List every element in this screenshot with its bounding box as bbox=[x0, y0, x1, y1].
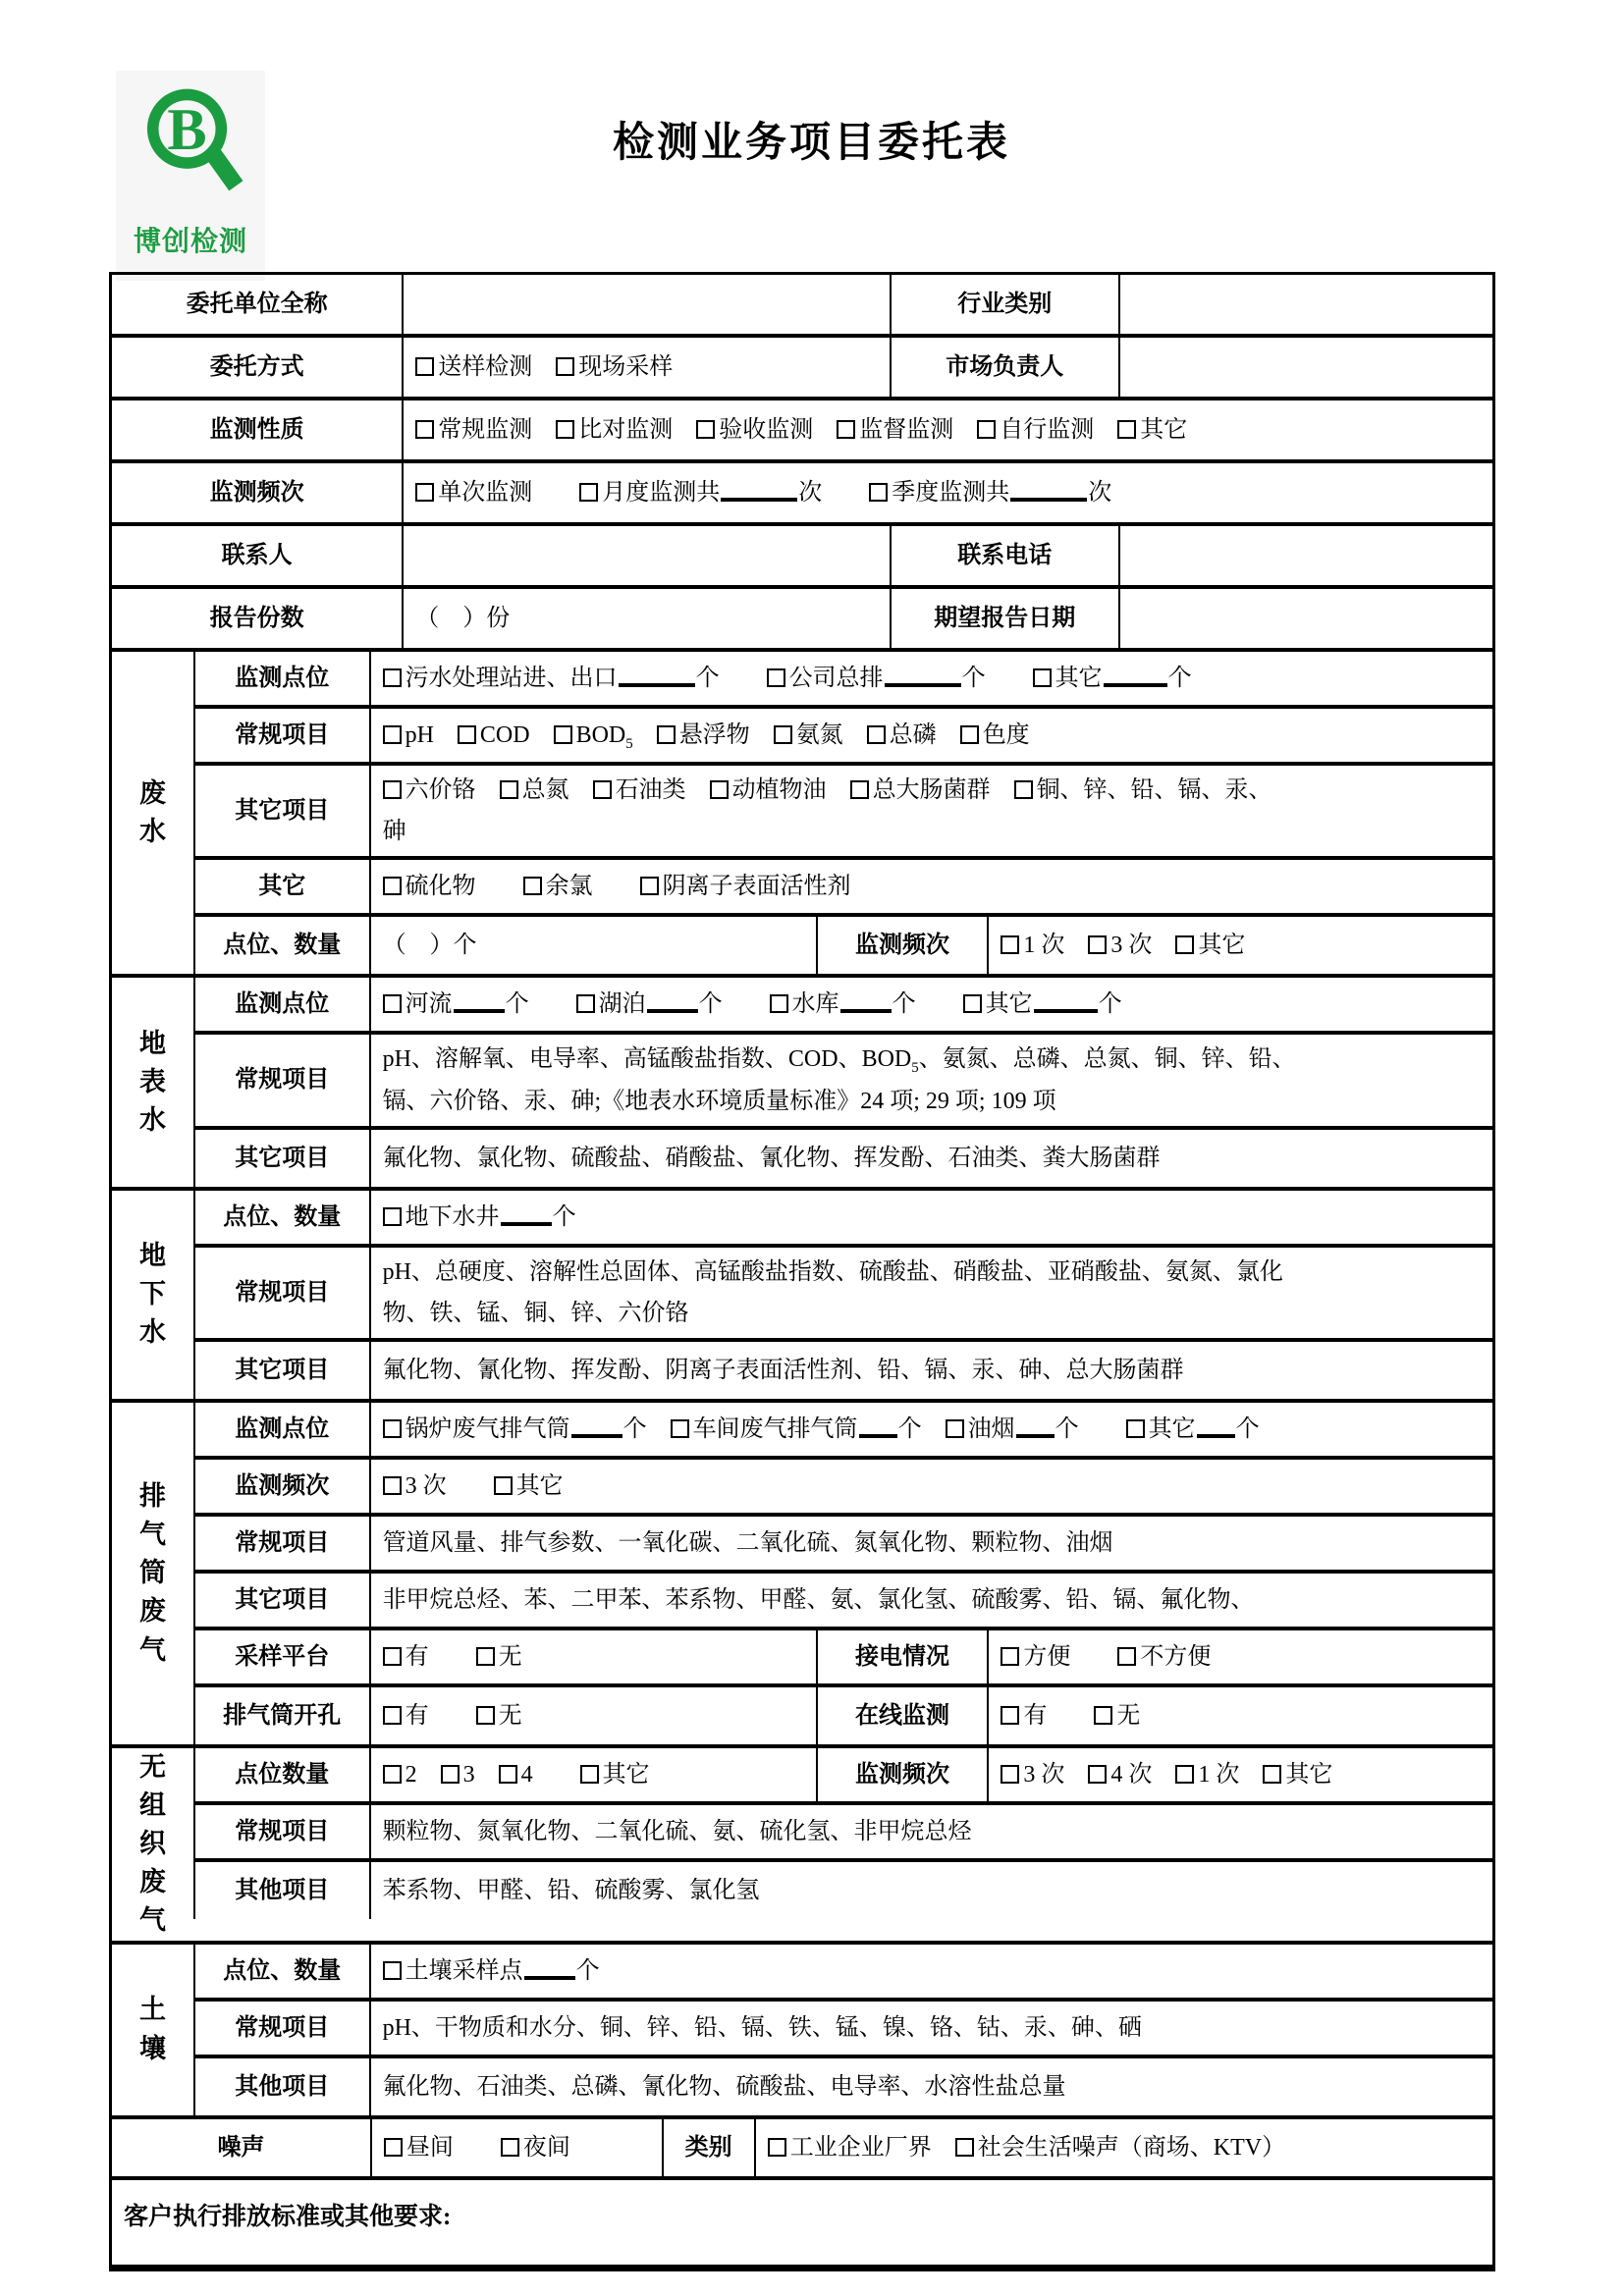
blank-field[interactable] bbox=[647, 1009, 698, 1013]
checkbox[interactable] bbox=[501, 2138, 519, 2157]
cell-text: 氟化物、氯化物、硫酸盐、硝酸盐、氰化物、挥发酚、石油类、粪大肠菌群 bbox=[382, 1145, 1161, 1171]
checkbox[interactable] bbox=[850, 780, 869, 799]
row-label: 点位、数量 bbox=[193, 1191, 369, 1244]
cell-text: 管道风量、排气参数、一氧化碳、二氧化硫、氮氧化物、颗粒物、油烟 bbox=[382, 1529, 1113, 1556]
checkbox[interactable] bbox=[867, 725, 886, 744]
form-row bbox=[112, 400, 1492, 463]
row-content bbox=[369, 1035, 1492, 1126]
cell-text: 昼间 夜间 bbox=[384, 2127, 570, 2168]
commission-form-table bbox=[109, 272, 1495, 2271]
row-label: 其它 bbox=[193, 860, 369, 913]
checkbox[interactable] bbox=[415, 420, 434, 439]
checkbox[interactable] bbox=[499, 1765, 517, 1784]
checkbox[interactable] bbox=[671, 1419, 689, 1438]
section-rows bbox=[193, 978, 1492, 1187]
section-rows bbox=[193, 652, 1492, 974]
checkbox[interactable] bbox=[383, 1476, 402, 1495]
row-label: 委托单位全称 bbox=[186, 292, 328, 317]
cell-text: 2 3 4 其它 bbox=[383, 1754, 650, 1795]
cell-text: 地下水井 个 bbox=[383, 1197, 576, 1238]
row-label: 其它项目 bbox=[193, 766, 369, 856]
form-row bbox=[193, 1460, 1492, 1517]
row-label: 接电情况 bbox=[816, 1630, 988, 1683]
checkbox[interactable] bbox=[556, 420, 574, 439]
checkbox[interactable] bbox=[383, 1765, 402, 1784]
checkbox[interactable] bbox=[523, 877, 542, 895]
checkbox[interactable] bbox=[383, 1961, 402, 1980]
section-groundwater bbox=[112, 1191, 1492, 1403]
row-label: 常规项目 bbox=[193, 1805, 369, 1858]
cell-text: 有 无 bbox=[1001, 1695, 1140, 1736]
form-row bbox=[193, 1805, 1492, 1862]
checkbox[interactable] bbox=[1094, 1706, 1112, 1725]
checkbox[interactable] bbox=[696, 420, 715, 439]
checkbox[interactable] bbox=[383, 1647, 402, 1666]
checkbox[interactable] bbox=[384, 2138, 403, 2157]
cell-text: 河流 个 湖泊 个 水库 个 其它 个 bbox=[383, 984, 1122, 1025]
checkbox[interactable] bbox=[1175, 935, 1194, 954]
checkbox[interactable] bbox=[500, 780, 518, 799]
checkbox[interactable] bbox=[1014, 780, 1033, 799]
input-cell[interactable] bbox=[1118, 338, 1492, 397]
section-label: 地 表 水 bbox=[138, 1028, 166, 1135]
row-content bbox=[369, 1342, 1492, 1399]
form-row bbox=[112, 463, 1492, 526]
blank-field[interactable] bbox=[859, 1434, 897, 1438]
row-content bbox=[369, 1191, 1492, 1244]
section-rows bbox=[193, 1191, 1492, 1399]
cell-text: 送样检测 现场采样 bbox=[415, 347, 673, 388]
blank-field[interactable] bbox=[1104, 683, 1167, 687]
blank-field[interactable] bbox=[1034, 1009, 1098, 1013]
form-row bbox=[193, 1630, 1492, 1687]
section-rows bbox=[193, 1748, 1492, 1941]
row-content bbox=[369, 1517, 1492, 1570]
checkbox[interactable] bbox=[1126, 1419, 1145, 1438]
section-rows bbox=[193, 1945, 1492, 2115]
row-label: 监测点位 bbox=[193, 1403, 369, 1456]
form-row bbox=[193, 860, 1492, 917]
checkbox[interactable] bbox=[415, 483, 434, 502]
form-row bbox=[193, 709, 1492, 766]
checkbox[interactable] bbox=[946, 1419, 964, 1438]
row-label: 联系电话 bbox=[890, 526, 1118, 585]
input-cell[interactable] bbox=[402, 275, 889, 334]
checkbox[interactable] bbox=[1001, 1765, 1019, 1784]
row-label: 其它项目 bbox=[193, 1130, 369, 1187]
row-content bbox=[754, 2119, 1492, 2176]
cell-text: （ ）个 bbox=[382, 933, 477, 958]
row-label: 点位、数量 bbox=[193, 917, 369, 974]
cell-text: 单次监测 月度监测共 次 季度监测共 次 bbox=[415, 472, 1111, 513]
checkbox[interactable] bbox=[1088, 935, 1107, 954]
checkbox[interactable] bbox=[955, 2138, 974, 2157]
row-label: 常规项目 bbox=[193, 1248, 369, 1338]
checkbox[interactable] bbox=[415, 357, 434, 376]
form-row bbox=[193, 2002, 1492, 2058]
checkbox[interactable] bbox=[1001, 1706, 1019, 1725]
checkbox[interactable] bbox=[476, 1706, 495, 1725]
logo-letter: B bbox=[167, 97, 207, 164]
row-content bbox=[369, 1130, 1492, 1187]
row-label: 期望报告日期 bbox=[890, 589, 1118, 648]
row-label: 报告份数 bbox=[209, 606, 304, 631]
row-content bbox=[369, 1748, 816, 1801]
requirements-label: 客户执行排放标准或其他要求: bbox=[124, 2203, 452, 2230]
form-row bbox=[193, 1342, 1492, 1399]
checkbox[interactable] bbox=[1117, 420, 1136, 439]
checkbox[interactable] bbox=[774, 725, 792, 744]
checkbox[interactable] bbox=[770, 994, 788, 1013]
row-content bbox=[370, 2119, 662, 2176]
row-label: 常规项目 bbox=[193, 1517, 369, 1570]
row-label: 点位数量 bbox=[193, 1748, 369, 1801]
cell-text: pH、溶解氧、电导率、高锰酸盐指数、COD、$BOD_5$、氨氮、总磷、总氮、铜、锌、铅、 镉、六价铬、汞、砷;《地表水环境质量标准》24 项; 29 项; 109 项 bbox=[382, 1046, 1296, 1114]
row-label: 联系人 bbox=[221, 543, 293, 568]
blank-field[interactable] bbox=[840, 1009, 892, 1013]
section-label: 排 气 筒 废 气 bbox=[138, 1480, 166, 1665]
checkbox[interactable] bbox=[383, 668, 402, 687]
row-content bbox=[369, 1248, 1492, 1338]
row-content bbox=[369, 1805, 1492, 1858]
form-row bbox=[193, 978, 1492, 1035]
checkbox[interactable] bbox=[1088, 1765, 1107, 1784]
form-row bbox=[112, 275, 1492, 338]
cell-text: 硫化物 余氯 阴离子表面活性剂 bbox=[383, 866, 851, 907]
form-row bbox=[193, 2058, 1492, 2115]
row-content bbox=[369, 709, 1492, 762]
input-cell[interactable] bbox=[1118, 589, 1492, 648]
cell-text: 锅炉废气排气筒 个 车间废气排气筒 个 油烟 个 其它 个 bbox=[383, 1409, 1260, 1450]
form-row bbox=[193, 1130, 1492, 1187]
checkbox[interactable] bbox=[593, 780, 612, 799]
row-label: 其他项目 bbox=[193, 2058, 369, 2115]
row-content bbox=[369, 1630, 816, 1683]
form-row bbox=[193, 1035, 1492, 1130]
row-content bbox=[369, 1945, 1492, 1998]
checkbox[interactable] bbox=[1033, 668, 1052, 687]
row-label: 委托方式 bbox=[209, 354, 304, 380]
checkbox[interactable] bbox=[960, 725, 979, 744]
blank-field[interactable] bbox=[1010, 498, 1087, 502]
row-content bbox=[369, 1574, 1492, 1627]
input-cell[interactable] bbox=[402, 526, 889, 585]
checkbox[interactable] bbox=[837, 420, 855, 439]
row-content bbox=[987, 1748, 1492, 1801]
row-label: 行业类别 bbox=[890, 275, 1118, 334]
row-label: 点位、数量 bbox=[193, 1945, 369, 1998]
form-row bbox=[193, 766, 1492, 860]
requirements-row bbox=[112, 2180, 1492, 2269]
form-row bbox=[193, 1574, 1492, 1630]
row-label: 监测频次 bbox=[193, 1460, 369, 1513]
row-label: 采样平台 bbox=[193, 1630, 369, 1683]
section-stack-exhaust-gas bbox=[112, 1403, 1492, 1748]
row-content bbox=[369, 978, 1492, 1031]
row-label: 常规项目 bbox=[193, 1035, 369, 1126]
section-wastewater bbox=[112, 652, 1492, 978]
checkbox[interactable] bbox=[1117, 1647, 1136, 1666]
row-content bbox=[369, 652, 1492, 705]
row-content bbox=[987, 1687, 1492, 1744]
checkbox[interactable] bbox=[441, 1765, 460, 1784]
checkbox[interactable] bbox=[869, 483, 888, 502]
blank-field[interactable] bbox=[885, 683, 961, 687]
section-fugitive-exhaust-gas bbox=[112, 1748, 1492, 1945]
blank-field[interactable] bbox=[619, 683, 695, 687]
page-title: 检测业务项目委托表 bbox=[612, 119, 1010, 165]
row-label: 监测频次 bbox=[209, 480, 304, 506]
checkbox[interactable] bbox=[383, 725, 402, 744]
row-content bbox=[369, 2058, 1492, 2115]
section-label: 废 水 bbox=[138, 777, 166, 846]
form-row bbox=[112, 589, 1492, 652]
form-row bbox=[193, 1403, 1492, 1460]
brand-name: 博创检测 bbox=[133, 226, 247, 256]
checkbox[interactable] bbox=[768, 2138, 786, 2157]
checkbox[interactable] bbox=[1175, 1765, 1194, 1784]
row-label: 类别 bbox=[662, 2119, 754, 2176]
cell-text: 工业企业厂界 社会生活噪声（商场、KTV） bbox=[768, 2127, 1285, 2168]
form-row bbox=[193, 652, 1492, 709]
row-label: 监测频次 bbox=[816, 1748, 988, 1801]
row-label: 其它项目 bbox=[193, 1342, 369, 1399]
cell-text: 苯系物、甲醛、铅、硫酸雾、氯化氢 bbox=[382, 1877, 760, 1903]
input-cell[interactable] bbox=[1118, 526, 1492, 585]
section-surface-water bbox=[112, 978, 1492, 1191]
section-rows bbox=[193, 1403, 1492, 1744]
section-label: 土 壤 bbox=[138, 1995, 166, 2063]
cell-text: 3 次 其它 bbox=[383, 1466, 564, 1507]
row-label: 监测点位 bbox=[193, 978, 369, 1031]
checkbox[interactable] bbox=[767, 668, 785, 687]
form-row bbox=[193, 1945, 1492, 2002]
form-row bbox=[193, 1191, 1492, 1248]
checkbox[interactable] bbox=[383, 877, 402, 895]
blank-field[interactable] bbox=[1197, 1434, 1235, 1438]
cell-text: 颗粒物、氮氧化物、二氧化硫、氨、硫化氢、非甲烷总烃 bbox=[382, 1818, 972, 1844]
checkbox[interactable] bbox=[494, 1476, 513, 1495]
form-row bbox=[193, 1862, 1492, 1919]
checkbox[interactable] bbox=[579, 483, 598, 502]
cell-text: 六价铬 总氮 石油类 动植物油 总大肠菌群 铜、锌、铅、镉、汞、 砷 bbox=[382, 777, 1272, 844]
row-content bbox=[369, 766, 1492, 856]
blank-field[interactable] bbox=[571, 1434, 622, 1438]
cell-text: 方便 不方便 bbox=[1001, 1636, 1211, 1678]
cell-text: 3 次 4 次 1 次 其它 bbox=[1001, 1754, 1332, 1795]
noise-row bbox=[112, 2119, 1492, 2180]
checkbox[interactable] bbox=[554, 725, 572, 744]
cell-text: 氟化物、石油类、总磷、氰化物、硫酸盐、电导率、水溶性盐总量 bbox=[382, 2073, 1066, 2100]
checkbox[interactable] bbox=[963, 994, 982, 1013]
company-logo bbox=[116, 71, 265, 281]
cell-text: 污水处理站进、出口 个 公司总排 个 其它 个 bbox=[383, 658, 1192, 699]
row-label: 在线监测 bbox=[816, 1687, 988, 1744]
row-label: 常规项目 bbox=[193, 2002, 369, 2055]
cell-text: 非甲烷总烃、苯、二甲苯、苯系物、甲醛、氨、氯化氢、硫酸雾、铅、镉、氟化物、 bbox=[382, 1586, 1255, 1613]
cell-text: pH、总硬度、溶解性总固体、高锰酸盐指数、硫酸盐、硝酸盐、亚硝酸盐、氨氮、氯化 物、铁、锰、铜、锌、六价铬 bbox=[382, 1258, 1283, 1326]
cell-text: 土壤采样点 个 bbox=[383, 1950, 600, 1992]
checkbox[interactable] bbox=[383, 994, 402, 1013]
row-content bbox=[987, 917, 1492, 974]
checkbox[interactable] bbox=[383, 1207, 402, 1226]
checkbox[interactable] bbox=[580, 1765, 599, 1784]
blank-field[interactable] bbox=[454, 1009, 505, 1013]
checkbox[interactable] bbox=[576, 994, 595, 1013]
blank-field[interactable] bbox=[1016, 1434, 1055, 1438]
row-label: 监测点位 bbox=[193, 652, 369, 705]
row-content bbox=[369, 2002, 1492, 2055]
row-content bbox=[369, 1460, 1492, 1513]
checkbox[interactable] bbox=[1001, 935, 1019, 954]
row-label: 监测性质 bbox=[209, 417, 304, 443]
row-label: 其它项目 bbox=[193, 1574, 369, 1627]
row-label: 其他项目 bbox=[193, 1862, 369, 1919]
cell-text: 1 次 3 次 其它 bbox=[1001, 925, 1245, 966]
input-cell[interactable] bbox=[1118, 275, 1492, 334]
checkbox[interactable] bbox=[383, 780, 402, 799]
row-content bbox=[987, 1630, 1492, 1683]
checkbox[interactable] bbox=[383, 1706, 402, 1725]
checkbox[interactable] bbox=[640, 877, 659, 895]
cell-text: 氟化物、氰化物、挥发酚、阴离子表面活性剂、铅、镉、汞、砷、总大肠菌群 bbox=[382, 1357, 1184, 1383]
row-label: 噪声 bbox=[217, 2134, 265, 2161]
row-content bbox=[369, 1403, 1492, 1456]
row-content bbox=[402, 463, 1492, 522]
row-content bbox=[402, 338, 889, 397]
checkbox[interactable] bbox=[1263, 1765, 1281, 1784]
cell-text: 有 无 bbox=[383, 1695, 522, 1736]
section-soil bbox=[112, 1945, 1492, 2119]
row-content bbox=[402, 589, 889, 648]
row-content bbox=[369, 1687, 816, 1744]
section-label: 地 下 水 bbox=[138, 1241, 166, 1348]
row-label: 监测频次 bbox=[816, 917, 988, 974]
row-label: 常规项目 bbox=[193, 709, 369, 762]
form-row bbox=[112, 338, 1492, 400]
form-row bbox=[112, 526, 1492, 589]
form-row bbox=[193, 917, 1492, 974]
cell-text: pH、干物质和水分、铜、锌、铅、镉、铁、锰、镍、铬、钴、汞、砷、硒 bbox=[382, 2014, 1142, 2041]
cell-text: pH COD $BOD_5$ 悬浮物 氨氮 总磷 色度 bbox=[383, 715, 1030, 757]
form-row bbox=[193, 1687, 1492, 1744]
checkbox[interactable] bbox=[383, 1419, 402, 1438]
checkbox[interactable] bbox=[556, 357, 574, 376]
row-content bbox=[402, 400, 1492, 459]
cell-text: 常规监测 比对监测 验收监测 监督监测 自行监测 其它 bbox=[415, 409, 1187, 451]
row-content bbox=[369, 917, 816, 974]
checkbox[interactable] bbox=[476, 1647, 495, 1666]
cell-text: （ ）份 bbox=[415, 606, 511, 631]
row-label: 市场负责人 bbox=[890, 338, 1118, 397]
form-row bbox=[193, 1248, 1492, 1342]
blank-field[interactable] bbox=[524, 1976, 575, 1980]
row-content bbox=[369, 860, 1492, 913]
checkbox[interactable] bbox=[710, 780, 729, 799]
checkbox[interactable] bbox=[977, 420, 996, 439]
checkbox[interactable] bbox=[458, 725, 476, 744]
section-label: 无 组 织 废 气 bbox=[138, 1751, 166, 1936]
blank-field[interactable] bbox=[501, 1222, 552, 1226]
row-label: 排气筒开孔 bbox=[193, 1687, 369, 1744]
cell-text: 有 无 bbox=[383, 1636, 522, 1678]
checkbox[interactable] bbox=[657, 725, 676, 744]
row-content bbox=[369, 1862, 1492, 1919]
blank-field[interactable] bbox=[721, 498, 797, 502]
checkbox[interactable] bbox=[1001, 1647, 1019, 1666]
form-row bbox=[193, 1748, 1492, 1805]
form-row bbox=[193, 1517, 1492, 1574]
